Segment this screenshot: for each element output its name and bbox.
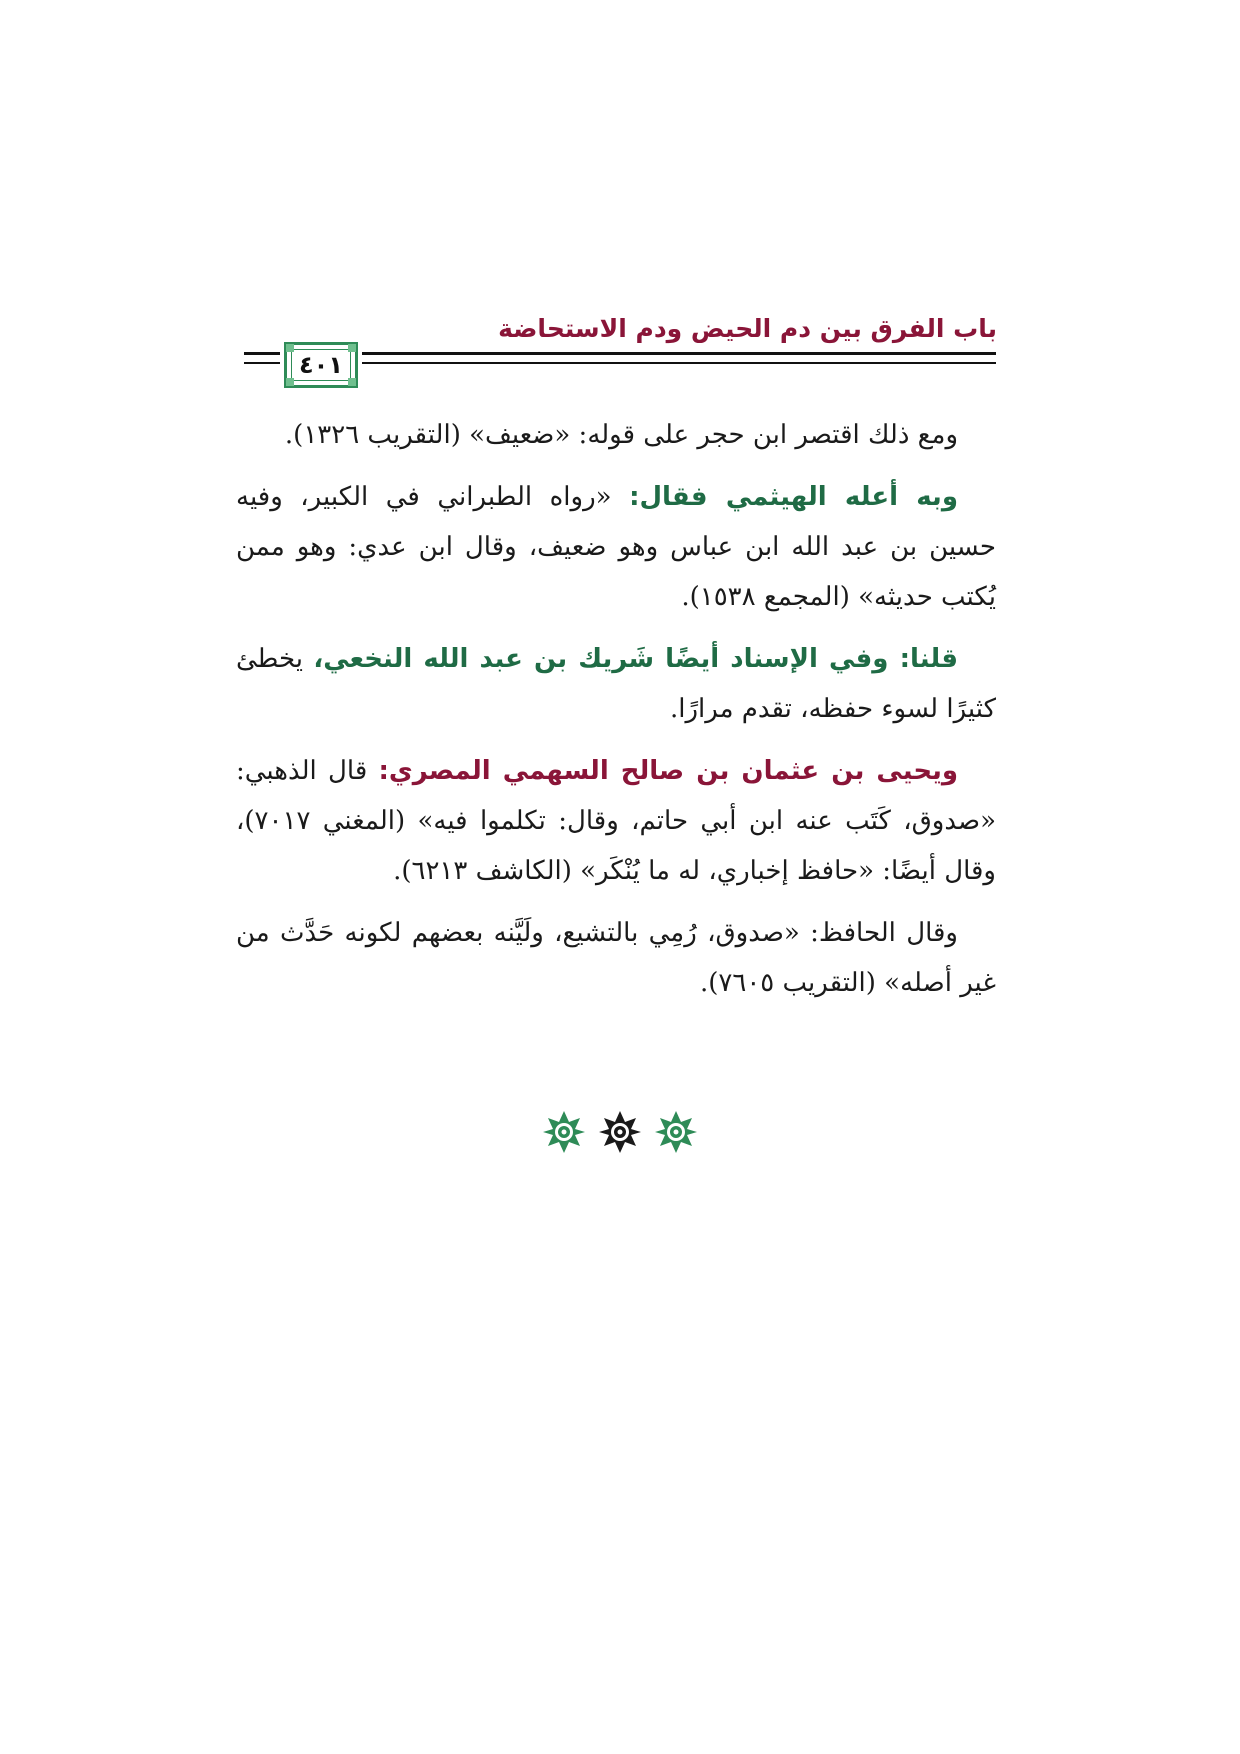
paragraph-4-lead: ويحيى بن عثمان بن صالح السهمي المصري: (378, 756, 958, 786)
paragraph-2-lead: وبه أعله الهيثمي فقال: (629, 482, 958, 512)
paragraph-3-text: يخطئ كثيرًا لسوء حفظه، تقدم مرارًا. (236, 644, 996, 724)
page-number-frame (284, 342, 358, 388)
paragraph-5-text: وقال الحافظ: «صدوق، رُمِي بالتشيع، ولَيَّنه بعضهم لكونه حَدَّث من غير أصله» (التقريب ٧٦٠٥). (236, 918, 996, 998)
running-head-title: باب الفرق بين دم الحيض ودم الاستحاضة (498, 314, 997, 343)
paragraph-2-text: «رواه الطبراني في الكبير، وفيه حسين بن عبد الله ابن عباس وهو ضعيف، وقال ابن عدي: وهو ممن يُكتب حديثه» (المجمع ١٥٣٨). (236, 482, 996, 612)
body-text (236, 410, 996, 1020)
header-rule-left-bottom (244, 362, 280, 364)
paragraph-3 (236, 634, 996, 734)
header-rule-right-top (362, 352, 996, 355)
section-end-ornaments (0, 1110, 1240, 1154)
paragraph-4 (236, 746, 996, 896)
paragraph-2 (236, 472, 996, 622)
flower-ornament-icon (654, 1110, 698, 1154)
flower-ornament-icon (598, 1110, 642, 1154)
paragraph-3-lead: قلنا: وفي الإسناد أيضًا شَريك بن عبد الله النخعي، (313, 644, 958, 674)
paragraph-5 (236, 908, 996, 1008)
paragraph-1 (236, 410, 996, 460)
paragraph-1-text: ومع ذلك اقتصر ابن حجر على قوله: «ضعيف» (التقريب ١٣٢٦). (284, 420, 958, 450)
flower-ornament-icon (542, 1110, 586, 1154)
header-rule-left-top (244, 352, 280, 355)
paragraph-4-text: قال الذهبي: «صدوق، كَتَب عنه ابن أبي حاتم، وقال: تكلموا فيه» (المغني ٧٠١٧)، وقال أيضًا: «حافظ إخباري، له ما يُنْكَر» (الكاشف ٦٢١٣). (236, 756, 996, 886)
page-number: ٤٠١ (299, 351, 343, 379)
header-rule-right-bottom (362, 362, 996, 364)
